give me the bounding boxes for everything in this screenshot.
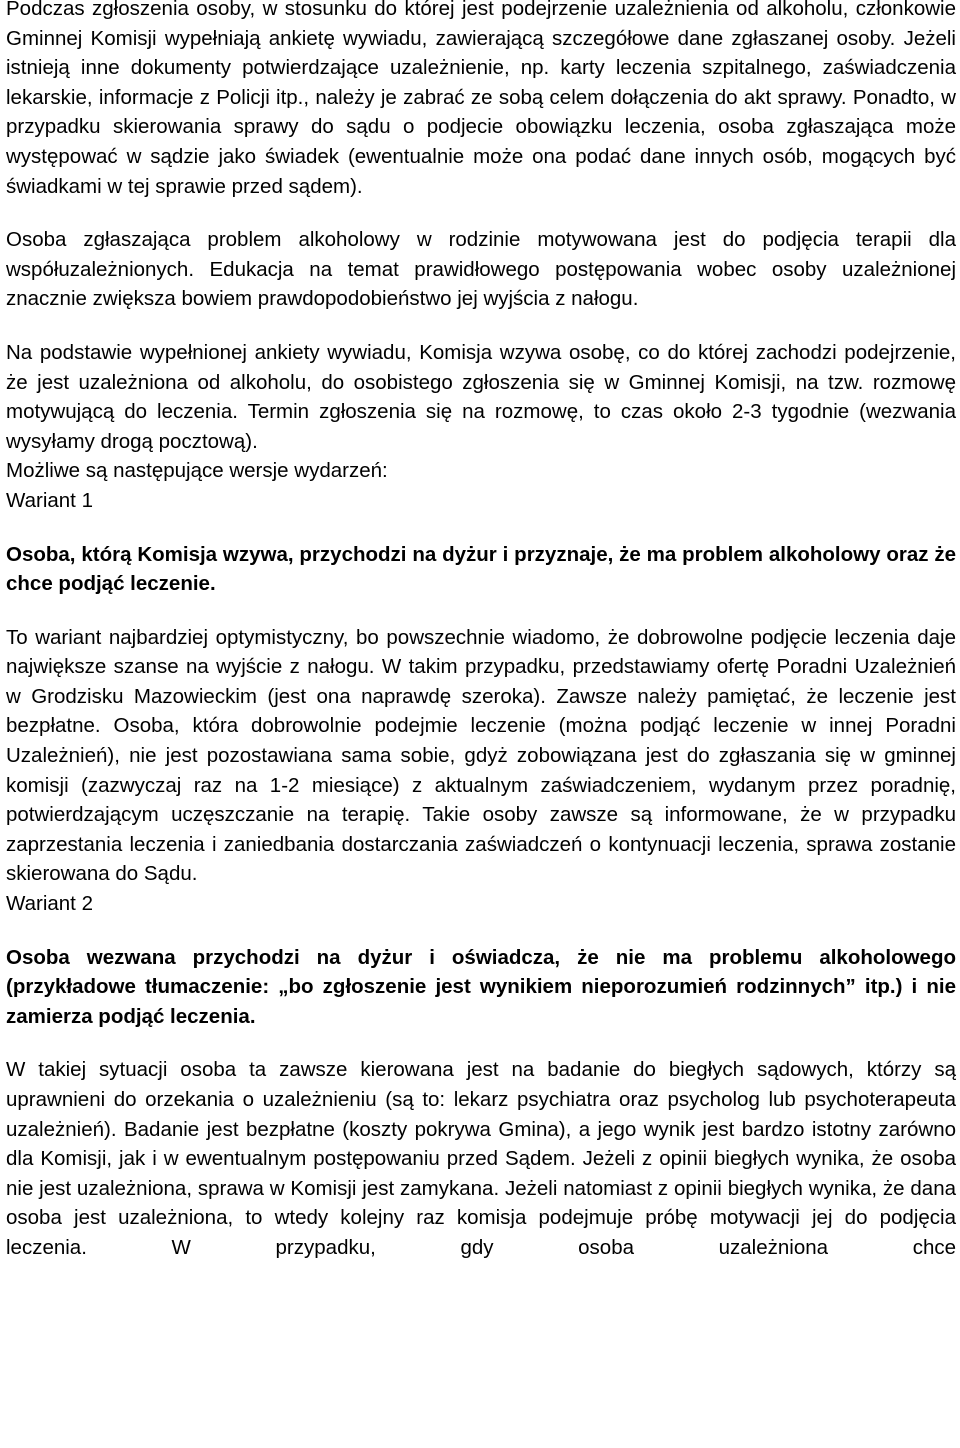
paragraph-codependency-therapy: Osoba zgłaszająca problem alkoholowy w rodzinie motywowana jest do podjęcia terapii dla współuzależnionych. Edukacja na temat prawidłowego postępowania wobec osoby uzależnionej znacznie zwiększa bowiem prawdopodobieństwo jej wyjścia z nałogu.: [6, 228, 956, 311]
variant-2-title: Wariant 2: [6, 892, 93, 916]
paragraph-variant-1-description: To wariant najbardziej optymistyczny, bo powszechnie wiadomo, że dobrowolne podjęcie leczenia daje największe szanse na wyjście z nałogu. W takim przypadku, przedstawiamy ofertę Poradni Uzależnień w Grodzisku Mazowieckim (jest ona naprawdę szeroka). Zawsze należy pamiętać, że leczenie jest bezpłatne. Osoba, która dobrowolnie podejmie leczenie (można podjąć leczenie w innej Poradni Uzależnień), nie jest pozostawiana sama sobie, gdyż zobowiązana jest do zgłaszania się w gminnej komisji (zazwyczaj raz na 1-2 miesiące) z aktualnym zaświadczeniem, wydanym przez poradnię, potwierdzającym uczęszczanie na terapię. Takie osoby zawsze są informowane, że w przypadku zaprzestania leczenia i zaniedbania dostarczania zaświadczeń o kontynuacji leczenia, sprawa zostanie skierowana do Sądu.: [6, 625, 956, 886]
paragraph-variant-2-description: W takiej sytuacji osoba ta zawsze kierowana jest na badanie do biegłych sądowych, którzy są uprawnieni do orzekania o uzależnieniu (są to: lekarz psychiatra oraz psycholog lub psychoterapeuta uzależnień). Badanie jest bezpłatne (koszty pokrywa Gmina), a jego wynik jest bardzo istotny zarówno dla Komisji, jak i w ewentualnym postępowaniu przed Sądem. Jeżeli z opinii biegłych wynika, że osoba nie jest uzależniona, sprawa w Komisji jest zamykana. Jeżeli natomiast z opinii biegłych wynika, że dana osoba jest uzależniona, to wtedy kolejny raz komisja podejmuje próbę motywacji jej do podjęcia leczenia. W przypadku, gdy osoba uzależniona chce: [6, 1058, 956, 1259]
paragraph-summons: Na podstawie wypełnionej ankiety wywiadu, Komisja wzywa osobę, co do której zachodzi podejrzenie, że jest uzależniona od alkoholu, do osobistego zgłoszenia się w Gminnej Komisji, na tzw. rozmowę motywującą do leczenia. Termin zgłoszenia się na rozmowę, to czas około 2-3 tygodnie (wezwania wysyłamy drogą pocztową).: [6, 340, 956, 453]
variant-1-title: Wariant 1: [6, 488, 93, 512]
variant-1-statement: Osoba, którą Komisja wzywa, przychodzi na dyżur i przyznaje, że ma problem alkoholowy oraz że chce podjąć leczenie.: [6, 542, 956, 596]
possible-scenarios-heading: Możliwe są następujące wersje wydarzeń:: [6, 459, 388, 483]
variant-2-statement: Osoba wezwana przychodzi na dyżur i oświadcza, że nie ma problemu alkoholowego (przykładowe tłumaczenie: „bo zgłoszenie jest wynikiem nieporozumień rodzinnych” itp.) i nie zamierza podjąć leczenia.: [6, 945, 956, 1028]
paragraph-reporting-procedure: Podczas zgłoszenia osoby, w stosunku do której jest podejrzenie uzależnienia od alkoholu, członkowie Gminnej Komisji wypełniają ankietę wywiadu, zawierającą szczegółowe dane zgłaszanej osoby. Jeżeli istnieją inne dokumenty potwierdzające uzależnienie, np. karty leczenia szpitalnego, zaświadczenia lekarskie, informacje z Policji itp., należy je zabrać ze sobą celem dołączenia do akt sprawy. Ponadto, w przypadku skierowania sprawy do sądu o podjecie obowiązku leczenia, osoba zgłaszająca może występować w sądzie jako świadek (ewentualnie może ona podać dane innych osób, mogących być świadkami w tej sprawie przed sądem).: [6, 0, 956, 198]
document-page: [6, 0, 956, 1263]
